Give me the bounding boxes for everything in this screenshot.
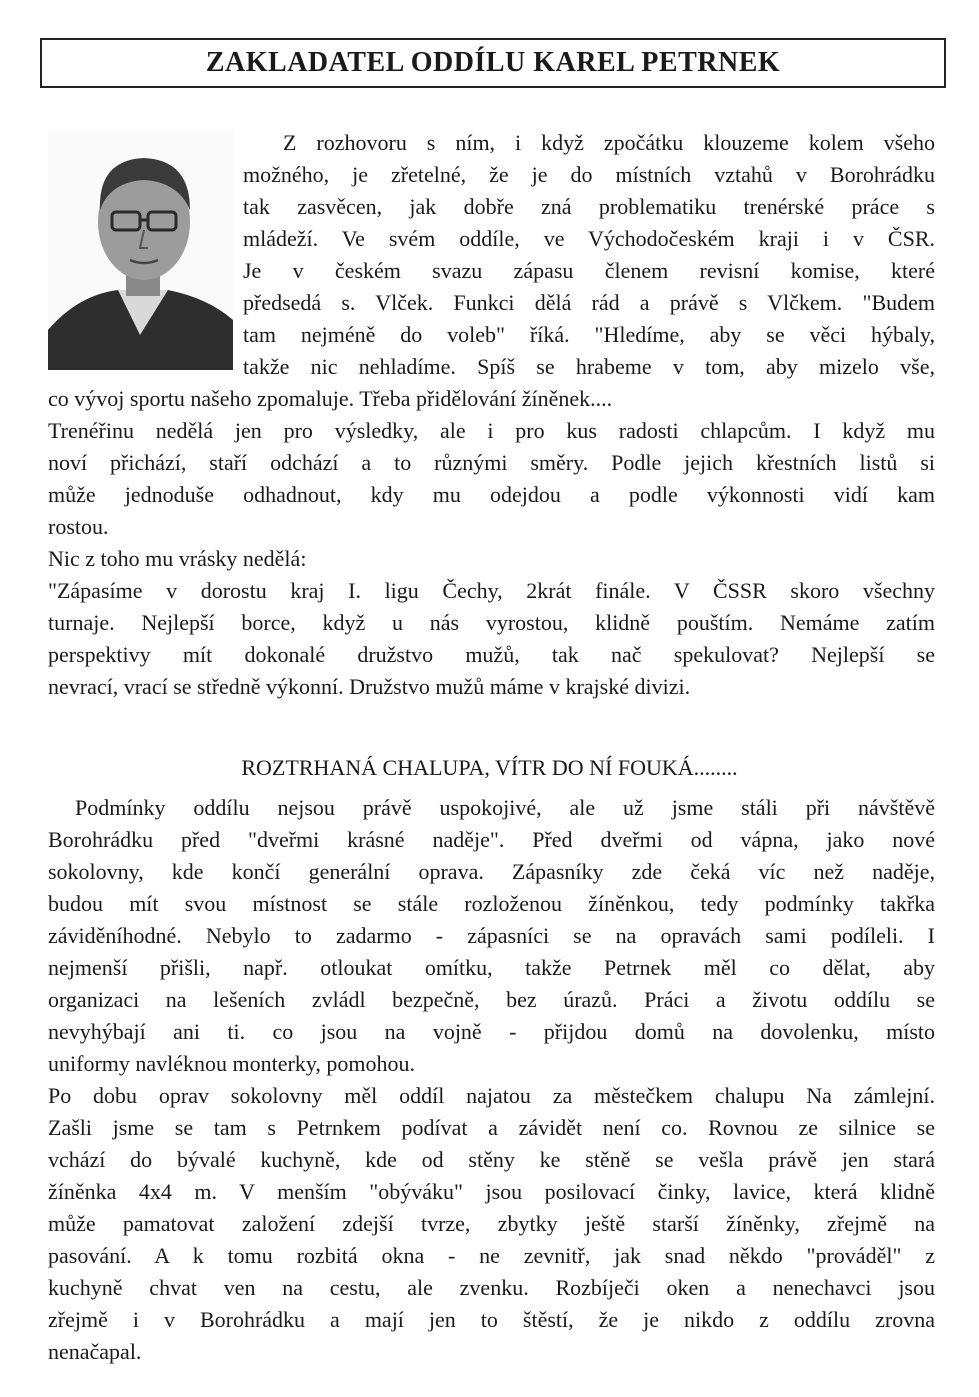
title-box xyxy=(40,38,946,88)
text-line: Z rozhovoru s ním, i když zpočátku klouzeme kolem všeho xyxy=(283,130,935,155)
text-line: rostou. xyxy=(48,514,109,539)
text-line: takže nic nehladíme. Spíš se hrabeme v tom, aby mizelo vše, xyxy=(243,354,935,379)
text-line: vchází do bývalé kuchyně, kde od stěny ke stěně se vešla právě jen stará xyxy=(48,1147,935,1172)
text-line: kuchyně chvat ven na cestu, ale zvenku. Rozbíječi oken a nenechavci jsou xyxy=(48,1275,935,1300)
text-line: nenačapal. xyxy=(48,1339,142,1364)
text-line: nevrací, vrací se středně výkonní. Družstvo mužů máme v krajské divizi. xyxy=(48,674,691,699)
text-line: "Zápasíme v dorostu kraj I. ligu Čechy, 2krát finále. V ČSSR skoro všechny xyxy=(48,578,935,603)
text-line: záviděníhodné. Nebylo to zadarmo - zápasníci se na opravách sami podíleli. I xyxy=(48,923,935,948)
text-line: turnaje. Nejlepší borce, když u nás vyrostou, klidně pouštím. Nemáme zatím xyxy=(48,610,935,635)
text-line: možného, je zřetelné, že je do místních vztahů v Borohrádku xyxy=(243,162,935,187)
text-line: žíněnka 4x4 m. V menším "obýváku" jsou posilovací činky, lavice, která klidně xyxy=(48,1179,935,1204)
text-line: může jednoduše odhadnout, kdy mu odejdou a podle výkonnosti vidí kam xyxy=(48,482,935,507)
text-line: co vývoj sportu našeho zpomaluje. Třeba přidělování žíněnek.... xyxy=(48,386,613,411)
text-line: organizaci na lešeních zvládl bezpečně, bez úrazů. Práci a životu oddílu se xyxy=(48,987,935,1012)
text-line: tam nejméně do voleb" říká. "Hledíme, aby se věci hýbaly, xyxy=(243,322,935,347)
text-line: Po dobu oprav sokolovny měl oddíl najatou za městečkem chalupu Na zámlejní. xyxy=(48,1083,935,1108)
text-line: uniformy navléknou monterky, pomohou. xyxy=(48,1051,416,1076)
text-line: Borohrádku před "dveřmi krásné naděje". Před dveřmi od vápna, jako nové xyxy=(48,827,935,852)
text-line: Trenéřinu nedělá jen pro výsledky, ale i pro kus radosti chlapcům. I když mu xyxy=(48,418,935,443)
section-heading: ROZTRHANÁ CHALUPA, VÍTR DO NÍ FOUKÁ........ xyxy=(241,755,738,780)
text-line: Nic z toho mu vrásky nedělá: xyxy=(48,546,307,571)
portrait-photo xyxy=(48,130,233,370)
text-line: pasování. A k tomu rozbitá okna - ne zevnitř, jak snad někdo "prováděl" z xyxy=(48,1243,935,1268)
text-line: sokolovny, kde končí generální oprava. Zápasníky zde čeká víc než naděje, xyxy=(48,859,935,884)
text-line: budou mít svou místnost se stále rozloženou žíněnkou, tedy podmínky takřka xyxy=(48,891,935,916)
portrait-icon xyxy=(48,130,233,370)
page-title: ZAKLADATEL ODDÍLU KAREL PETRNEK xyxy=(205,47,781,78)
text-line: zřejmě i v Borohrádku a mají jen to štěstí, že je nikdo z oddílu zrovna xyxy=(48,1307,935,1332)
text-line: může pamatovat založení zdejší tvrze, zbytky ještě starší žíněnky, zřejmě na xyxy=(48,1211,935,1236)
text-line: perspektivy mít dokonalé družstvo mužů, tak nač spekulovat? Nejlepší se xyxy=(48,642,935,667)
text-line: nevyhýbají ani ti. co jsou na vojně - přijdou domů na dovolenku, místo xyxy=(48,1019,935,1044)
text-line: předsedá s. Vlček. Funkci dělá rád a právě s Vlčkem. "Budem xyxy=(243,290,935,315)
text-line: Zašli jsme se tam s Petrnkem podívat a závidět není co. Rovnou ze silnice se xyxy=(48,1115,935,1140)
text-line: Je v českém svazu zápasu členem revisní komise, které xyxy=(243,258,935,283)
text-line: mládeží. Ve svém oddíle, ve Východočeském kraji i v ČSR. xyxy=(243,226,935,251)
text-line: nejmenší přišli, např. otloukat omítku, takže Petrnek měl co dělat, aby xyxy=(48,955,935,980)
text-line: tak zasvěcen, jak dobře zná problematiku trenérské práce s xyxy=(243,194,935,219)
text-line: Podmínky oddílu nejsou právě uspokojivé, ale už jsme stáli při návštěvě xyxy=(75,795,935,820)
text-line: noví přichází, staří odchází a to různými směry. Podle jejich křestních listů si xyxy=(48,450,935,475)
